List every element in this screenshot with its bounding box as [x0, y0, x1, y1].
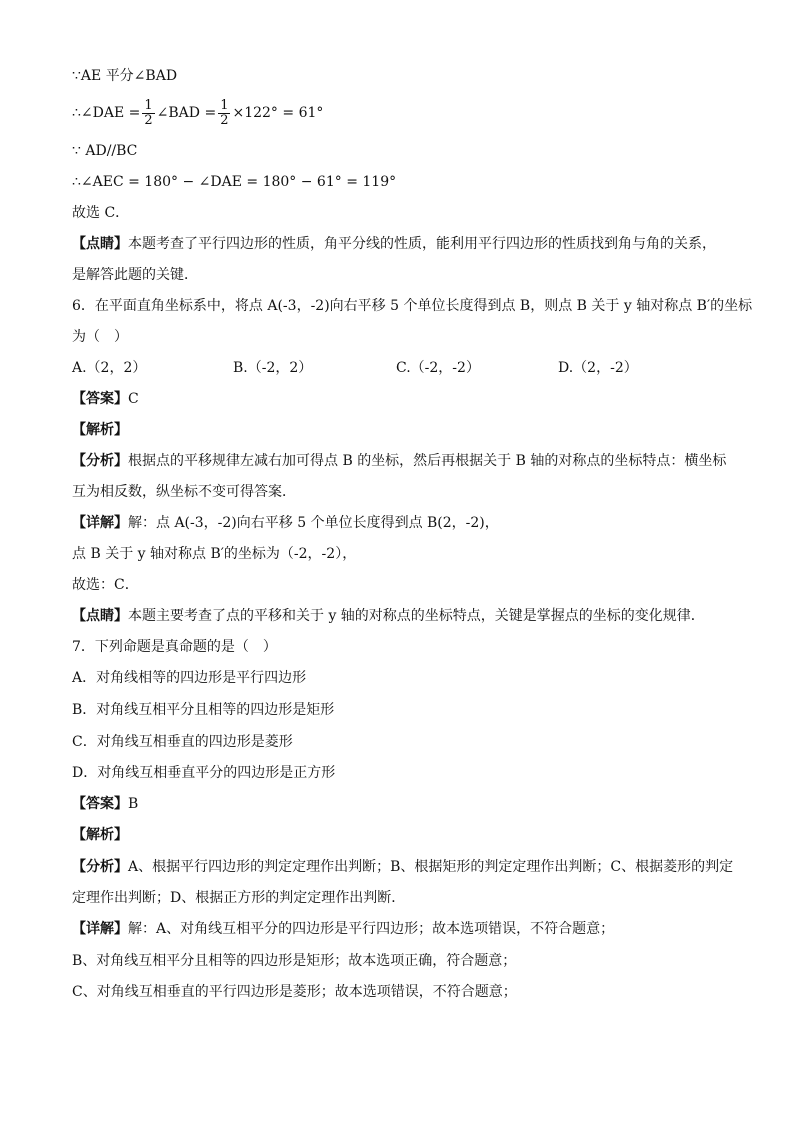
comment-text: 本题考查了平行四边形的性质，角平分线的性质，能利用平行四边形的性质找到角与角的关系， — [128, 236, 716, 252]
angle-dae-equation — [72, 96, 323, 130]
statement-text: ∵AE 平分∠BAD — [72, 68, 178, 84]
answer-value: B — [128, 796, 139, 812]
analysis-text: 定理作出判断；D、根据正方形的判定定理作出判断． — [72, 890, 406, 906]
section-tag: 【点睛】 — [72, 236, 128, 252]
option-text: A．对角线相等的四边形是平行四边形 — [72, 670, 307, 686]
statement-text: ∵ AD//BC — [72, 143, 138, 159]
dianjing-6 — [72, 606, 705, 626]
fraction-denominator: 2 — [144, 112, 153, 128]
fenxi-6 — [72, 451, 726, 471]
q7-option-a — [72, 668, 306, 688]
option-text: C．对角线互相垂直的四边形是菱形 — [72, 734, 293, 750]
dianjing-5-cont — [72, 265, 198, 285]
equation-part: ×122° = 61° — [232, 105, 324, 121]
because-parallel — [72, 141, 137, 161]
xiangjie-6 — [72, 513, 499, 533]
q6-option-d — [558, 358, 638, 378]
because-ae-bisects — [72, 66, 177, 86]
choose-c — [72, 203, 129, 223]
fraction-numerator: 1 — [220, 97, 229, 113]
question-6-stem — [72, 296, 752, 316]
solution-text: C、对角线互相垂直的平行四边形是菱形；故本选项错误，不符合题意； — [72, 984, 517, 1000]
solution-text: 解：A、对角线互相平分的四边形是平行四边形；故本选项错误，不符合题意； — [128, 921, 615, 937]
section-tag: 【答案】 — [72, 796, 128, 812]
section-tag: 【解析】 — [72, 827, 128, 843]
choose-6 — [72, 575, 139, 595]
q7-option-d — [72, 763, 335, 783]
solution-text: B、对角线互相平分且相等的四边形是矩形；故本选项正确，符合题意； — [72, 953, 517, 969]
question-6-stem-cont — [72, 327, 128, 347]
analysis-text: A、根据平行四边形的判定定理作出判断；B、根据矩形的判定定理作出判断；C、根据菱形的判定 — [128, 859, 734, 875]
question-text: 6．在平面直角坐标系中，将点 A(-3，-2)向右平移 5 个单位长度得到点 B，则点 B 关于 y 轴对称点 B′的坐标 — [72, 298, 753, 314]
xiangjie-6-cont — [72, 544, 356, 564]
conclusion-text: 故选：C． — [72, 577, 139, 593]
equation-part: ∠BAD = — [156, 105, 217, 121]
section-tag: 【答案】 — [72, 391, 128, 407]
fraction-denominator: 2 — [220, 112, 229, 128]
angle-aec-equation — [72, 172, 396, 192]
q6-option-b — [233, 358, 312, 378]
conclusion-text: 故选 C． — [72, 205, 130, 221]
fenxi-7-cont — [72, 888, 405, 908]
section-tag: 【分析】 — [72, 859, 128, 875]
question-text: 为（ ） — [72, 329, 128, 345]
analysis-text: 根据点的平移规律左减右加可得点 B 的坐标，然后再根据关于 B 轴的对称点的坐标特点：横坐标 — [128, 453, 727, 469]
equation-part: ∴∠DAE = — [72, 105, 141, 121]
comment-text: 本题主要考查了点的平移和关于 y 轴的对称点的坐标特点，关键是掌握点的坐标的变化规律． — [128, 608, 705, 624]
xiangjie-7 — [72, 919, 614, 939]
xiangjie-7-b — [72, 951, 516, 971]
question-text: 7．下列命题是真命题的是（ ） — [72, 639, 277, 655]
section-tag: 【详解】 — [72, 515, 128, 531]
option-text: A.（2，2） — [72, 360, 147, 376]
jiexi-7 — [72, 825, 128, 845]
answer-7 — [72, 794, 138, 814]
section-tag: 【解析】 — [72, 422, 128, 438]
question-7-stem — [72, 637, 277, 657]
section-tag: 【分析】 — [72, 453, 128, 469]
fenxi-7 — [72, 857, 733, 877]
q7-option-c — [72, 732, 293, 752]
option-text: B.（-2，2） — [233, 360, 313, 376]
section-tag: 【详解】 — [72, 921, 128, 937]
section-tag: 【点睛】 — [72, 608, 128, 624]
option-text: D.（2，-2） — [558, 360, 638, 376]
q6-option-a — [72, 358, 146, 378]
xiangjie-7-c — [72, 982, 517, 1002]
answer-6 — [72, 389, 139, 409]
fraction — [142, 99, 154, 128]
option-text: C.（-2，-2） — [396, 360, 480, 376]
dianjing-5 — [72, 234, 716, 254]
solution-text: 解：点 A(-3，-2)向右平移 5 个单位长度得到点 B(2，-2)， — [128, 515, 499, 531]
jiexi-6 — [72, 420, 128, 440]
option-text: B．对角线互相平分且相等的四边形是矩形 — [72, 702, 335, 718]
q6-option-c — [396, 358, 480, 378]
comment-text: 是解答此题的关键． — [72, 267, 198, 283]
fraction — [218, 99, 230, 128]
fraction-numerator: 1 — [144, 97, 153, 113]
q7-option-b — [72, 700, 334, 720]
option-text: D．对角线互相垂直平分的四边形是正方形 — [72, 765, 336, 781]
answer-value: C — [128, 391, 139, 407]
solution-text: 点 B 关于 y 轴对称点 B′的坐标为（-2，-2）， — [72, 546, 357, 562]
equation-text: ∴∠AEC = 180° − ∠DAE = 180° − 61° = 119° — [72, 174, 397, 190]
fenxi-6-cont — [72, 482, 296, 502]
analysis-text: 互为相反数，纵坐标不变可得答案． — [72, 484, 296, 500]
